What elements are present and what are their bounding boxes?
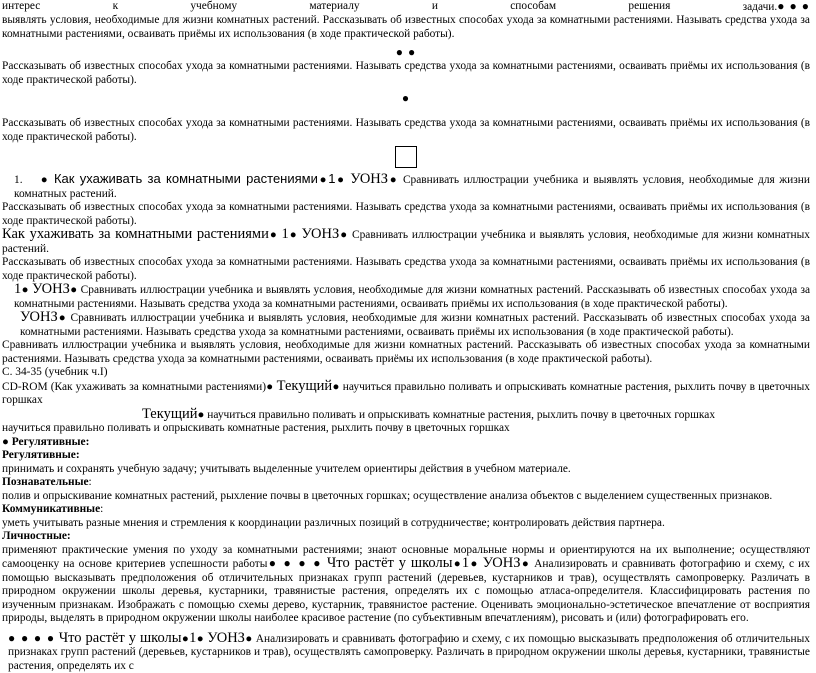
word-with-bullets: задачи.● ● ●	[743, 0, 810, 14]
bullet-icon: ●	[21, 284, 29, 296]
section-heading: Личностные:	[2, 530, 810, 544]
bullet-icon: ●	[339, 229, 348, 241]
bullet-icon: ●	[335, 174, 345, 186]
resource-line: Текущий● научиться правильно поливать и опрыскивать комнатные растения, рыхлить почву в цветочных горшках	[2, 408, 810, 423]
word: и	[432, 0, 438, 14]
paragraph: Рассказывать об известных способах ухода за комнатными растениями. Называть средства ухода за комнатными растениями, осваивать приёмы их использования (в ходе практической работы).	[2, 117, 810, 144]
lesson-line: 1● УОНЗ● Сравнивать иллюстрации учебника и выявлять условия, необходимые для жизни комнатных растений. Рассказывать об известных способах ухода за комнатными растениями. Называть средства ухода за комнатными растениями, осваивать приёмы их использования (в ходе практической работы).	[2, 283, 810, 311]
bullet-icon: ●	[70, 284, 78, 296]
numbered-line: 1. ● Как ухаживать за комнатными растениями●1● УОНЗ● Сравнивать иллюстрации учебника и выявлять условия, необходимые для жизни комнатных растений.	[2, 172, 810, 201]
lesson-line: Как ухаживать за комнатными растениями● 1● УОНЗ● Сравнивать иллюстрации учебника и выявлять условия, необходимые для жизни комнатных растений.	[2, 228, 810, 256]
bullet-icons: ● ● ● ●	[8, 631, 56, 645]
top-justified-line	[2, 0, 810, 14]
bullet-icon: ●	[521, 558, 530, 570]
paragraph: Рассказывать об известных способах ухода за комнатными растениями. Называть средства ухода за комнатными растениями, осваивать приёмы их использования (в ходе практической работы).	[2, 256, 810, 283]
page-reference: С. 34-35 (учебник ч.I)	[2, 366, 810, 380]
word: учебному	[190, 0, 237, 14]
lesson-title: Как ухаживать за комнатными растениями	[54, 171, 318, 186]
empty-checkbox-square	[395, 146, 417, 168]
paragraph: Сравнивать иллюстрации учебника и выявлять условия, необходимые для жизни комнатных растений. Рассказывать об известных способах ухода за комнатными растениями. Называть средства ухода за комнатными растениями, осваивать приёмы их использования (в ходе практической работы).	[2, 339, 810, 366]
paragraph: принимать и сохранять учебную задачу; учитывать выделенные учителем ориентиры действия в учебном материале.	[2, 463, 810, 477]
bullet-icon: ●	[266, 381, 273, 393]
word: способам	[510, 0, 556, 14]
bullet-icon: ●	[388, 174, 398, 186]
word: материалу	[309, 0, 359, 14]
lesson-title: Как ухаживать за комнатными растениями	[2, 226, 269, 242]
resource-line: CD-ROM (Как ухаживать за комнатными растениями)● Текущий● научиться правильно поливать и опрыскивать комнатные растения, рыхлить почву в цветочных горшках	[2, 380, 810, 408]
bullet-icon: ●	[182, 633, 190, 645]
bullet-icon: ●	[452, 558, 461, 570]
bullet-icon: ●	[2, 436, 9, 448]
bullet-icon: ●	[318, 174, 328, 186]
section-heading: Регулятивные:	[2, 449, 810, 463]
bullet-icon: ●	[289, 229, 298, 241]
word: интерес	[2, 0, 40, 14]
paragraph: полив и опрыскивание комнатных растений, рыхление почвы в цветочных горшках; осуществление анализа объектов с выделением существенных признаков.	[2, 490, 810, 504]
bullet-icon: ●	[332, 381, 339, 393]
bullet-icon: ●	[196, 633, 204, 645]
bullet-icon: ●	[269, 229, 278, 241]
paragraph: Рассказывать об известных способах ухода за комнатными растениями. Называть средства ухода за комнатными растениями, осваивать приёмы их использования (в ходе практической работы).	[2, 60, 810, 87]
section-heading: ● Регулятивные:	[2, 436, 810, 450]
bullet-icon: ●	[469, 558, 478, 570]
paragraph: научиться правильно поливать и опрыскивать комнатные растения, рыхлить почву в цветочных горшках	[2, 422, 810, 436]
lesson-line: УОНЗ● Сравнивать иллюстрации учебника и выявлять условия, необходимые для жизни комнатных растений. Рассказывать об известных способах ухода за комнатными растениями. Называть средства ухода за комнатными растениями, осваивать приёмы их использования (в ходе практической работы).	[2, 311, 810, 339]
section-heading: Коммуникативные:	[2, 503, 810, 517]
bullet-icon: ●	[198, 409, 205, 421]
bullet-icons: ● ● ● ●	[267, 556, 322, 570]
paragraph: Рассказывать об известных способах ухода за комнатными растениями. Называть средства ухода за комнатными растениями, осваивать приёмы их использования (в ходе практической работы).	[2, 201, 810, 228]
bullet-icon: ●	[41, 174, 50, 186]
paragraph: ● ● ● ● Что растёт у школы●1● УОНЗ● Анализировать и сравнивать фотографию и схему, с их помощью высказывать предположения об отличительных признаках групп растений (деревьев, кустарников и трав), осуществлять самопроверку. Различать в природном окружении школы деревья, кустарники, травянистые растения, определять их с	[2, 632, 810, 673]
paragraph: уметь учитывать разные мнения и стремления к координации различных позиций в сотрудничестве; контролировать действия партнера.	[2, 517, 810, 531]
bullet-icon: ●	[2, 91, 810, 106]
section-heading: Познавательные:	[2, 476, 810, 490]
paragraph: выявлять условия, необходимые для жизни комнатных растений. Рассказывать об известных способах ухода за комнатными растениями. Называть средства ухода за комнатными растениями, осваивать приёмы их использования (в ходе практической работы).	[2, 14, 810, 41]
bullet-icon: ●	[58, 312, 67, 324]
word: к	[113, 0, 119, 14]
paragraph: применяют практические умения по уходу за комнатными растениями; знают основные моральные нормы и ориентируются на их выполнение; осуществляют самооценку на основе критериев успешности работы● ● ● ● Что растёт у школы●1● УОНЗ● Анализировать и сравнивать фотографию и схему, с их помощью высказывать предположения об отличительных признаках групп растений (деревьев, кустарников и трав), осуществлять самопроверку. Различать в природном окружении школы деревья, кустарники, травянистые растения, определять их с помощью атласа-определителя. Классифицировать растения по изученным признакам. Изображать с помощью схемы дерево, кустарник, травянистое растение. Оценивать эмоционально-эстетическое впечатление от восприятия природы, выделять в природном окружении школы наиболее красивое растение (по субъективным впечатлениям), рисовать и (или) фотографировать его.	[2, 544, 810, 626]
bullet-icons: ● ●	[2, 45, 810, 60]
bullet-icons: ● ● ●	[777, 0, 810, 13]
bullet-icon: ●	[245, 633, 253, 645]
word: решения	[628, 0, 670, 14]
